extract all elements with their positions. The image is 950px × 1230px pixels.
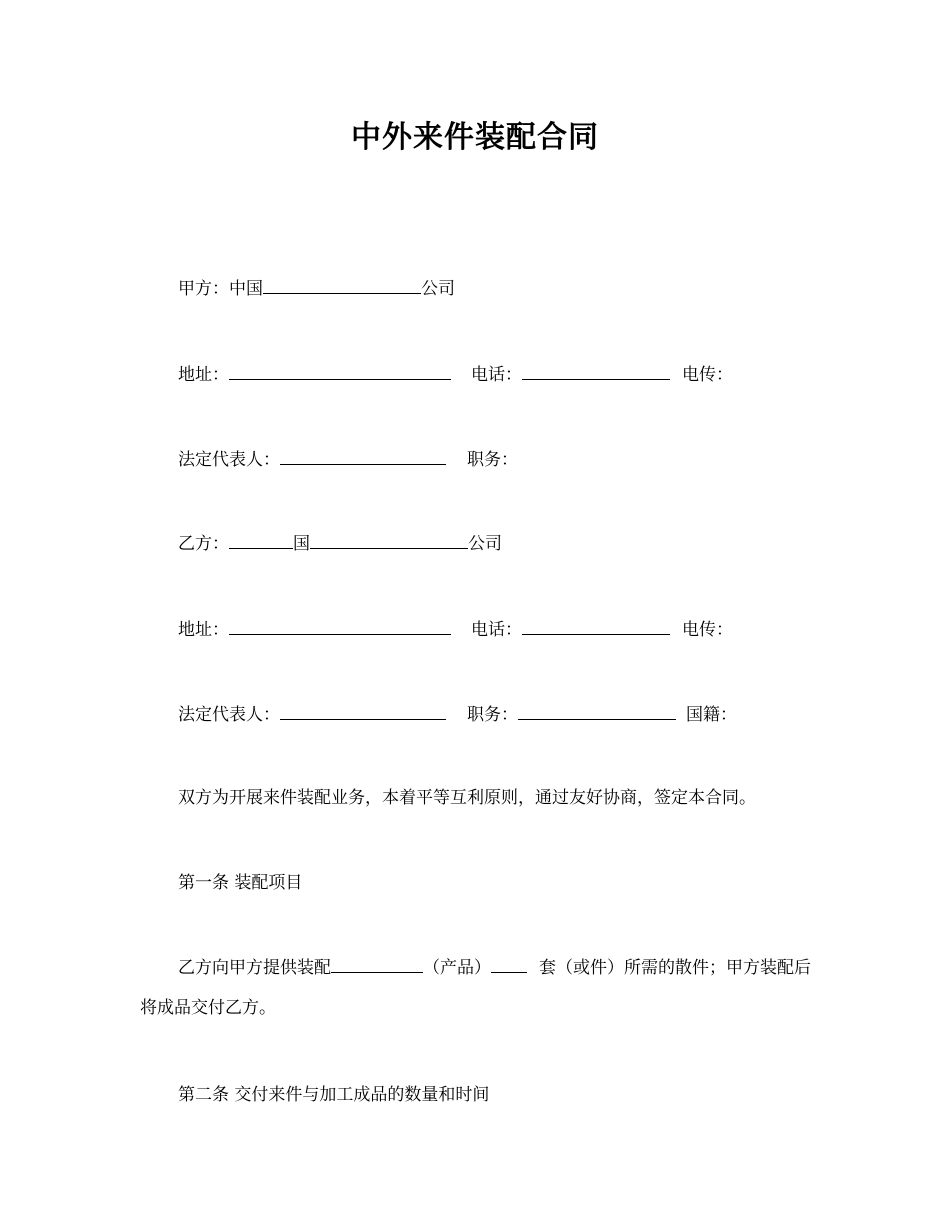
- party-b-position-blank[interactable]: [518, 702, 676, 720]
- party-a-fax-label: 电传：: [682, 365, 733, 385]
- article-1-text-a: 乙方向甲方提供装配: [178, 958, 331, 978]
- party-b-contact-line: [178, 617, 733, 641]
- party-a-suffix: 公司: [421, 279, 455, 299]
- party-b-country-suffix: 国: [293, 534, 310, 554]
- party-b-rep-label: 法定代表人：: [178, 705, 280, 725]
- party-b-address-blank[interactable]: [229, 617, 451, 635]
- party-b-country-blank[interactable]: [229, 531, 293, 549]
- party-b-name-blank[interactable]: [310, 531, 468, 549]
- party-a-address-blank[interactable]: [229, 362, 451, 380]
- party-b-rep-line: [178, 702, 737, 726]
- article-1-heading: 第一条 装配项目: [178, 873, 303, 893]
- party-b-position-label: 职务：: [467, 705, 518, 725]
- article-1-text-c: 套（或件）所需的散件；甲方装配后将成品交付乙方。: [140, 958, 811, 1018]
- party-a-contact-line: [178, 362, 733, 386]
- document-title: 中外来件装配合同: [351, 120, 599, 155]
- party-b-phone-label: 电话：: [471, 620, 522, 640]
- party-a-name-blank[interactable]: [263, 276, 421, 294]
- intro-paragraph: 双方为开展来件装配业务，本着平等互利原则，通过友好协商，签定本合同。: [178, 788, 756, 808]
- party-b-nationality-label: 国籍：: [686, 705, 737, 725]
- party-a-rep-line: [178, 447, 518, 471]
- party-a-label: 甲方：中国: [178, 279, 263, 299]
- party-b-fax-label: 电传：: [682, 620, 733, 640]
- party-a-address-label: 地址：: [178, 365, 229, 385]
- party-b-phone-blank[interactable]: [522, 617, 670, 635]
- party-b-suffix: 公司: [468, 534, 502, 554]
- party-a-rep-label: 法定代表人：: [178, 450, 280, 470]
- party-a-phone-label: 电话：: [471, 365, 522, 385]
- party-a-line: [178, 276, 455, 300]
- party-a-rep-blank[interactable]: [280, 447, 446, 465]
- party-b-line: [178, 531, 502, 555]
- party-a-phone-blank[interactable]: [522, 362, 670, 380]
- article-1-paragraph: [140, 948, 812, 1028]
- article-2-heading: 第二条 交付来件与加工成品的数量和时间: [178, 1085, 490, 1105]
- product-blank[interactable]: [331, 955, 423, 973]
- party-b-label: 乙方：: [178, 534, 229, 554]
- party-b-rep-blank[interactable]: [280, 702, 446, 720]
- party-b-address-label: 地址：: [178, 620, 229, 640]
- party-a-position-label: 职务：: [467, 450, 518, 470]
- article-1-text-b: （产品）: [423, 958, 491, 978]
- quantity-blank[interactable]: [491, 955, 527, 973]
